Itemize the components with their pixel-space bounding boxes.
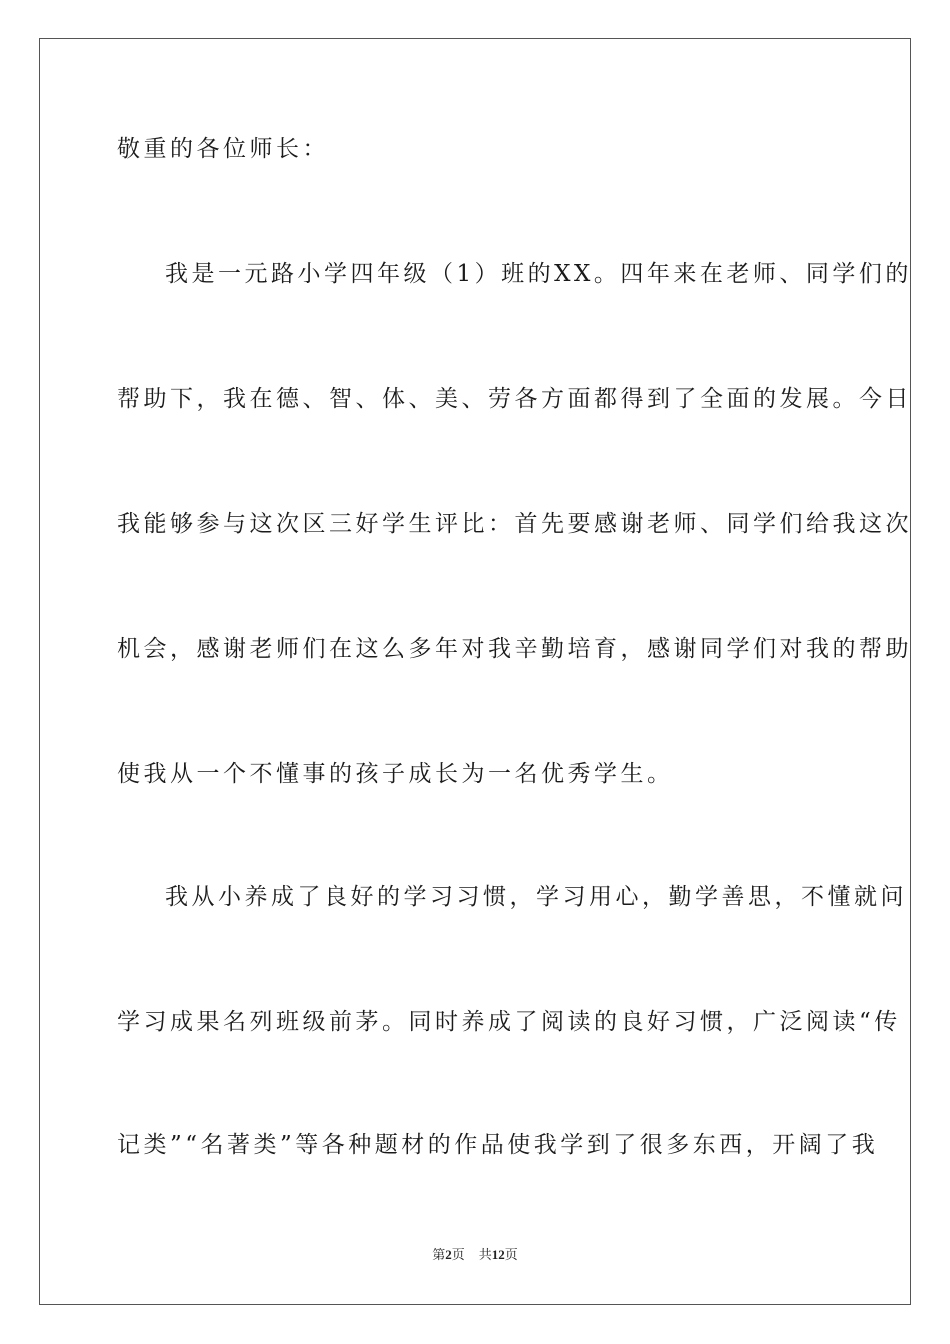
- paragraph-line: 记类”“名著类”等各种题材的作品使我学到了很多东西，开阔了我: [117, 1132, 879, 1158]
- paragraph-line: 机会，感谢老师们在这么多年对我辛勤培育，感谢同学们对我的帮助: [117, 636, 912, 662]
- page-footer: [0, 1246, 950, 1264]
- paragraph-line: 学习成果名列班级前茅。同时养成了阅读的良好习惯，广泛阅读“传: [117, 1009, 901, 1035]
- page-frame: [39, 38, 911, 1305]
- paragraph-line: 我从小养成了良好的学习习惯，学习用心，勤学善思，不懂就问: [165, 884, 907, 910]
- page-prefix: 第: [432, 1247, 446, 1262]
- paragraph-line: 使我从一个不懂事的孩子成长为一名优秀学生。: [117, 761, 674, 787]
- total-pages: 12: [491, 1247, 505, 1262]
- page-number: 2: [445, 1247, 452, 1262]
- page-suffix: 页: [451, 1247, 465, 1262]
- total-prefix: 共: [478, 1247, 492, 1262]
- paragraph-line: 我能够参与这次区三好学生评比：首先要感谢老师、同学们给我这次: [117, 511, 912, 537]
- salutation: 敬重的各位师长：: [117, 136, 329, 162]
- paragraph-line: 我是一元路小学四年级（1）班的XX。四年来在老师、同学们的: [165, 261, 912, 287]
- paragraph-line: 帮助下，我在德、智、体、美、劳各方面都得到了全面的发展。今日: [117, 386, 912, 412]
- total-suffix: 页: [504, 1247, 518, 1262]
